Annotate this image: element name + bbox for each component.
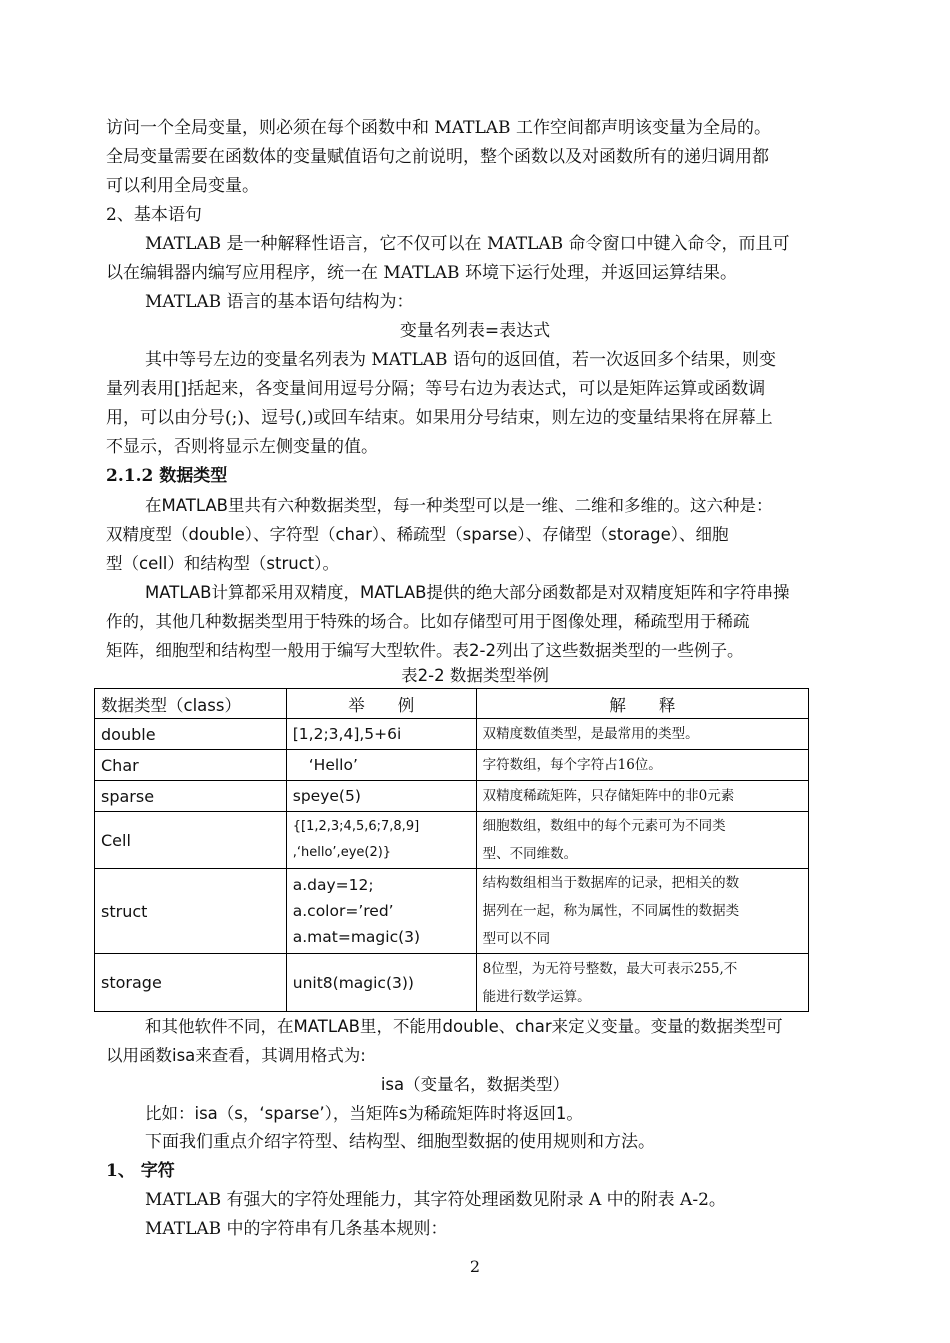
data-types-table (94, 688, 809, 1012)
text-line: MATLAB 有强大的字符处理能力，其字符处理函数见附录 A 中的附表 A-2。 (145, 1190, 726, 1210)
header-class: 数据类型（class） (95, 689, 287, 719)
note-cell (476, 750, 808, 781)
example-line: ‘Hello’ (308, 756, 358, 774)
formula-line: 变量名列表=表达式 (399, 321, 551, 341)
type-cell: Char (95, 750, 287, 781)
text-line: MATLAB计算都采用双精度，MATLAB提供的绝大部分函数都是对双精度矩阵和字符串操 (145, 583, 790, 602)
text-line: 作的，其他几种数据类型用于特殊的场合。比如存储型可用于图像处理，稀疏型用于稀疏 (106, 612, 750, 631)
text-line: 可以利用全局变量。 (106, 176, 259, 196)
example-cell (286, 954, 476, 1012)
header-example: 举 例 (286, 689, 476, 719)
text-line: 下面我们重点介绍字符型、结构型、细胞型数据的使用规则和方法。 (145, 1132, 655, 1152)
example-cell (286, 869, 476, 954)
text-line: MATLAB 语言的基本语句结构为： (145, 292, 414, 312)
text-line: 以用函数isa来查看，其调用格式为: (106, 1046, 366, 1065)
subsection-heading: 2、基本语句 (106, 205, 202, 225)
example-cell (286, 781, 476, 812)
type-cell: sparse (95, 781, 287, 812)
example-line: ,‘hello’,eye(2)} (292, 845, 392, 860)
note-line: 双精度数值类型，是最常用的类型。 (482, 726, 699, 742)
note-line: 能进行数学运算。 (482, 988, 591, 1005)
example-line: a.mat=magic(3) (292, 928, 421, 946)
note-line: 8位型，为无符号整数，最大可表示255,不 (482, 960, 738, 977)
note-line: 双精度稀疏矩阵，只存储矩阵中的非0元素 (482, 788, 735, 804)
subsection-heading: 1、 字符 (106, 1161, 175, 1181)
note-cell (476, 781, 808, 812)
header-explanation: 解 释 (476, 689, 808, 719)
type-cell: struct (95, 869, 287, 954)
text-line: MATLAB 是一种解释性语言，它不仅可以在 MATLAB 命令窗口中键入命令，而且可 (145, 234, 790, 254)
text-line: 访问一个全局变量，则必须在每个函数中和 MATLAB 工作空间都声明该变量为全局的。 (106, 118, 771, 138)
note-line: 细胞数组，数组中的每个元素可为不同类 (482, 818, 726, 834)
text-line: 比如：isa（s，‘sparse’），当矩阵s为稀疏矩阵时将返回1。 (145, 1104, 583, 1123)
note-line: 据列在一起，称为属性，不同属性的数据类 (482, 903, 740, 919)
type-cell: storage (95, 954, 287, 1012)
example-line: [1,2;3,4],5+6i (292, 725, 402, 743)
note-cell (476, 954, 808, 1012)
text-line: 矩阵，细胞型和结构型一般用于编写大型软件。表2-2列出了这些数据类型的一些例子。 (106, 641, 744, 660)
text-line: 双精度型（double）、字符型（char）、稀疏型（sparse）、存储型（storage）、细胞 (106, 525, 729, 544)
example-line: speye(5) (292, 787, 361, 805)
text-line: 和其他软件不同，在MATLAB里，不能用double、char来定义变量。变量的数据类型可 (145, 1017, 783, 1036)
type-cell: Cell (95, 812, 287, 869)
table-row (95, 954, 809, 1012)
table-row (95, 812, 809, 869)
table-row (95, 869, 809, 954)
page-number: 2 (469, 1257, 481, 1276)
example-line: {[1,2,3;4,5,6;7,8,9] (292, 819, 420, 834)
example-cell (286, 719, 476, 750)
text-line: 其中等号左边的变量名列表为 MATLAB 语句的返回值，若一次返回多个结果，则变 (145, 350, 776, 370)
note-cell (476, 812, 808, 869)
text-line: 在MATLAB里共有六种数据类型，每一种类型可以是一维、二维和多维的。这六种是： (145, 496, 773, 515)
text-line: 以在编辑器内编写应用程序，统一在 MATLAB 环境下运行处理，并返回运算结果。 (106, 263, 737, 283)
formula-line: isa（变量名，数据类型） (380, 1075, 570, 1094)
type-cell: double (95, 719, 287, 750)
text-line: 型（cell）和结构型（struct）。 (106, 554, 339, 573)
example-line: a.color=’red’ (292, 902, 394, 920)
example-cell (286, 750, 476, 781)
note-cell (476, 719, 808, 750)
table-row (95, 781, 809, 812)
note-line: 字符数组，每个字符占16位。 (482, 757, 662, 773)
note-line: 结构数组相当于数据库的记录，把相关的数 (482, 875, 740, 891)
text-line: 用，可以由分号(;)、逗号(,)或回车结束。如果用分号结束，则左边的变量结果将在屏幕上 (106, 408, 773, 428)
table-header-row (95, 689, 809, 719)
example-line: a.day=12; (292, 876, 374, 894)
text-line: 不显示，否则将显示左侧变量的值。 (106, 437, 378, 457)
note-line: 型可以不同 (482, 931, 551, 947)
table-row (95, 750, 809, 781)
example-line: unit8(magic(3)) (292, 973, 414, 992)
text-line: 全局变量需要在函数体的变量赋值语句之前说明，整个函数以及对函数所有的递归调用都 (106, 147, 769, 167)
table-caption: 表2-2 数据类型举例 (401, 666, 549, 685)
text-line: 量列表用[]括起来，各变量间用逗号分隔；等号右边为表达式，可以是矩阵运算或函数调 (106, 379, 766, 399)
note-cell (476, 869, 808, 954)
table-row (95, 719, 809, 750)
note-line: 型、不同维数。 (482, 846, 578, 862)
example-cell (286, 812, 476, 869)
section-heading: 2.1.2 数据类型 (106, 466, 228, 486)
text-line: MATLAB 中的字符串有几条基本规则： (145, 1219, 448, 1239)
